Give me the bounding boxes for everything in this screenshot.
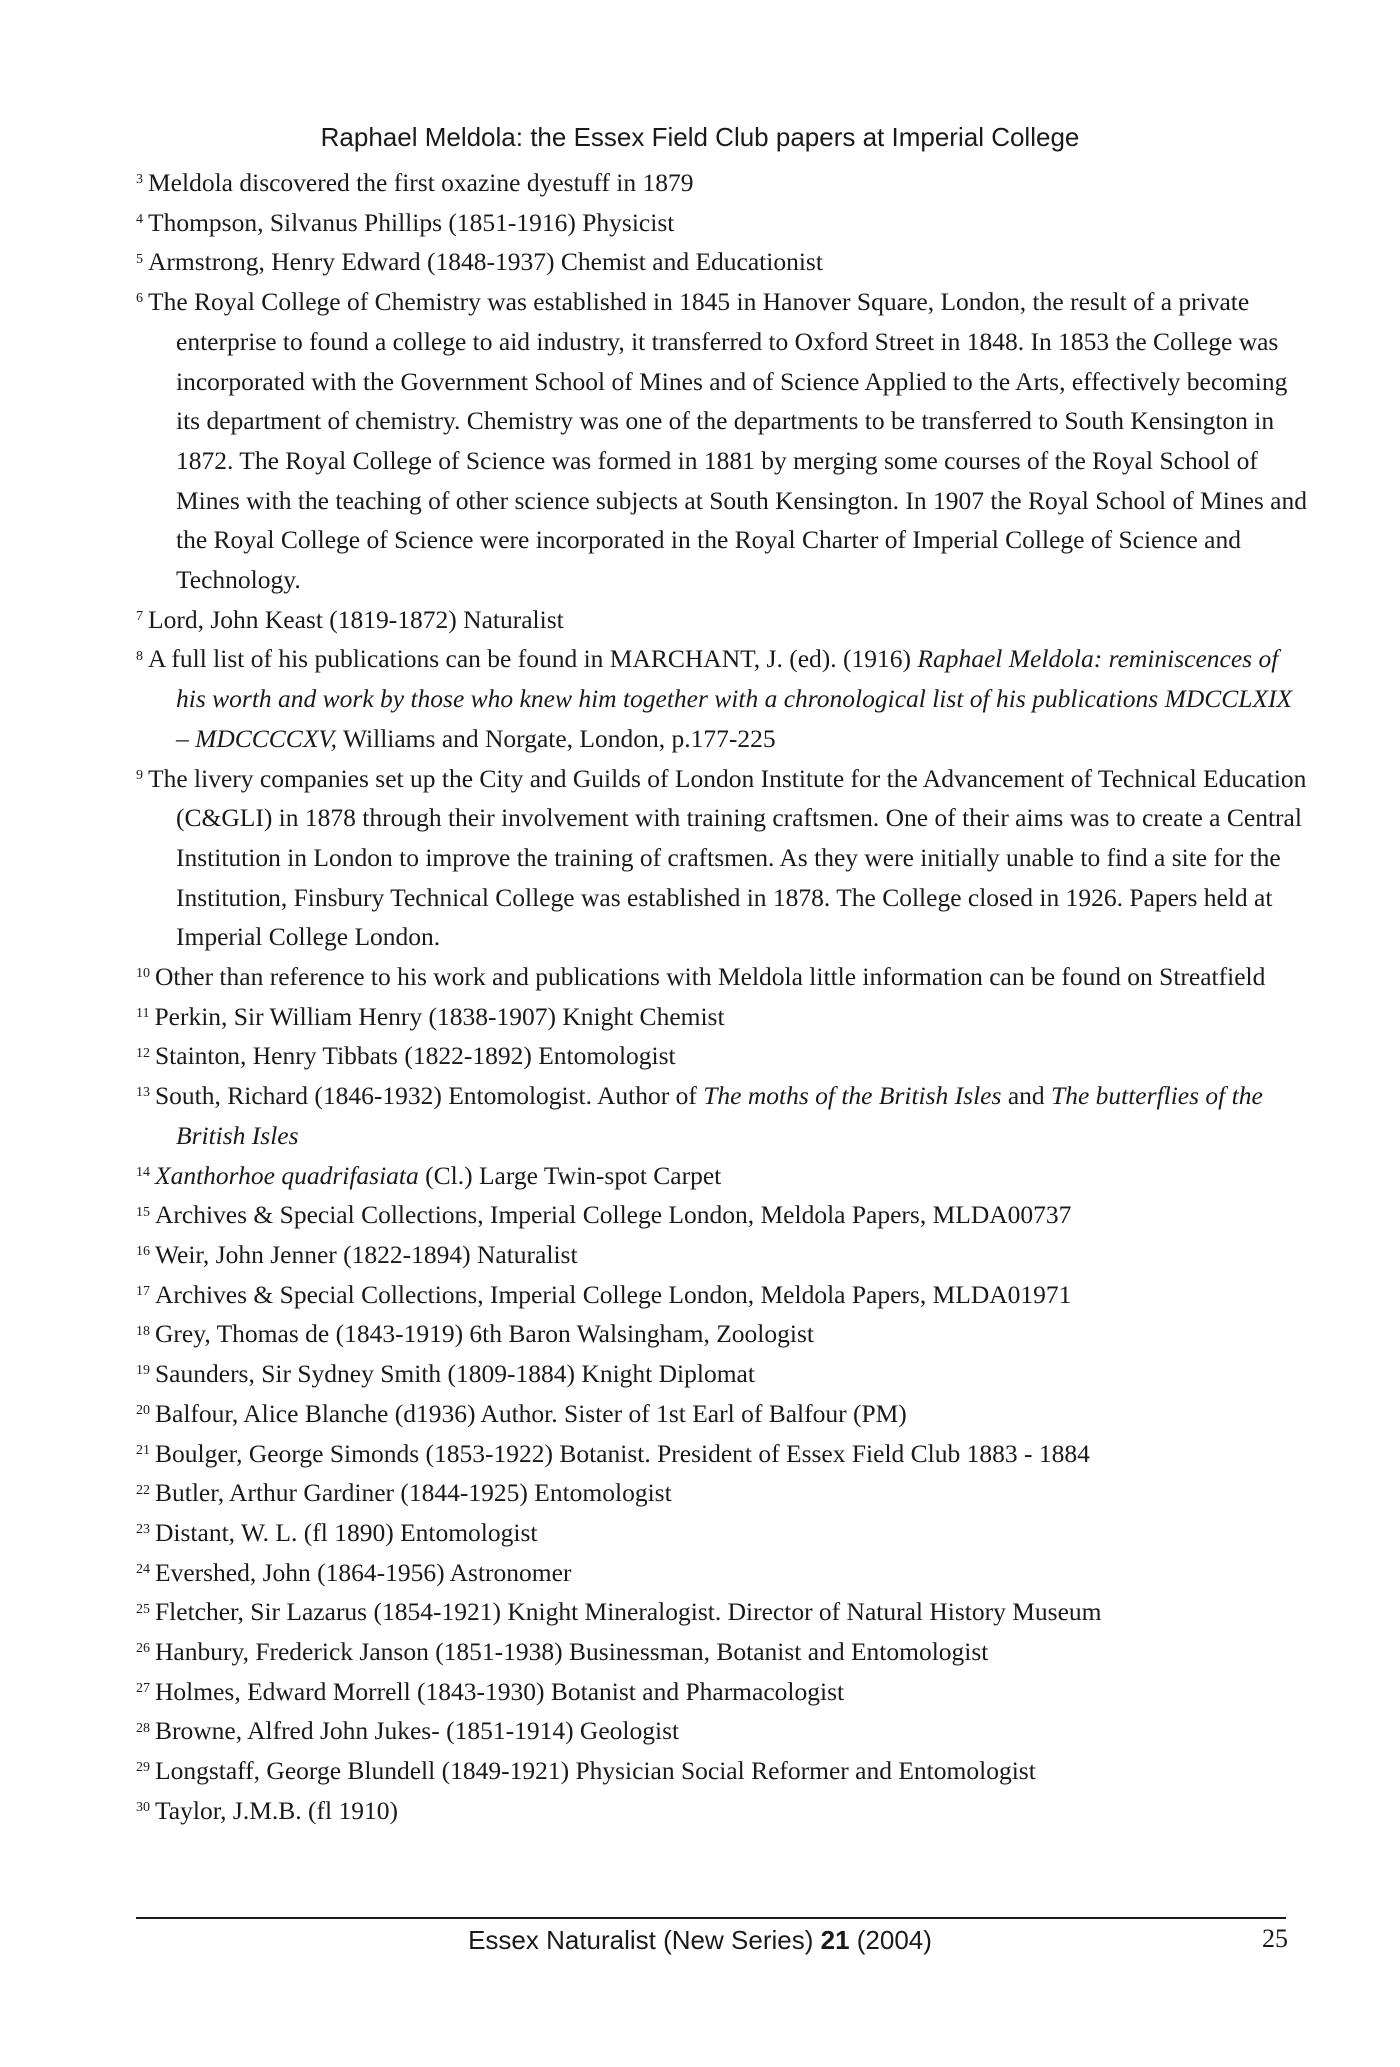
- footnote-number: 17: [136, 1284, 150, 1299]
- footnote-text: (Cl.) Large Twin-spot Carpet: [418, 1160, 722, 1190]
- footnote-text: Weir, John Jenner (1822-1894) Naturalist: [155, 1239, 578, 1269]
- footnote-number: 3: [136, 172, 143, 188]
- footnote-number: 23: [136, 1522, 150, 1538]
- footnote-number: 10: [136, 966, 150, 982]
- volume-number: 21: [820, 1925, 850, 1955]
- footnote-text: South, Richard (1846-1932) Entomologist. Author of: [155, 1081, 704, 1111]
- footnote: [136, 1434, 1308, 1474]
- footnotes-list: [136, 163, 1308, 1831]
- footnote-number: 18: [136, 1323, 150, 1339]
- footnote-number: 28: [136, 1720, 150, 1736]
- footnote-number: 22: [136, 1482, 150, 1498]
- footnote: [136, 242, 1308, 282]
- footnote-text: Taylor, J.M.B. (fl 1910): [155, 1795, 398, 1825]
- footnote: [136, 203, 1308, 243]
- footnote: [136, 1076, 1308, 1155]
- footnote-text: Butler, Arthur Gardiner (1844-1925) Entomologist: [155, 1478, 672, 1508]
- footnote-number: 24: [136, 1561, 150, 1577]
- footnote-number: 7: [136, 609, 143, 625]
- footnote-number: 6: [136, 291, 143, 307]
- footnote: [136, 957, 1308, 997]
- footnote-text: Saunders, Sir Sydney Smith (1809-1884) Knight Diplomat: [155, 1359, 755, 1389]
- running-header: Raphael Meldola: the Essex Field Club papers at Imperial College: [320, 122, 1080, 152]
- footnote-number: 8: [136, 648, 143, 664]
- footnote-text: The Royal College of Chemistry was established in 1845 in Hanover Square, London, the result of a private enterprise to found a college to aid industry, it transferred to Oxford Street in 1848. In 1853 the College was incorporated with the Government School of Mines and of Science Applied to the Arts, effectively becoming its department of chemistry. Chemistry was one of the departments to be transferred to South Kensington in 1872. The Royal College of Science was formed in 1881 by merging some courses of the Royal School of Mines with the teaching of other science subjects at South Kensington. In 1907 the Royal School of Mines and the Royal College of Science were incorporated in the Royal Charter of Imperial College of Science and Technology.: [148, 287, 1308, 595]
- footnote-text: Boulger, George Simonds (1853-1922) Botanist. President of Essex Field Club 1883 - 1884: [155, 1438, 1090, 1468]
- footnote-text: Perkin, Sir William Henry (1838-1907) Knight Chemist: [154, 1001, 725, 1031]
- footnote-text: Williams and Norgate, London, p.177-225: [337, 723, 776, 753]
- footnote-number: 29: [136, 1760, 150, 1776]
- footnote: [136, 1036, 1308, 1076]
- footnote: [136, 1791, 1308, 1831]
- footnote-text: Fletcher, Sir Lazarus (1854-1921) Knight Mineralogist. Director of Natural History Museum: [155, 1597, 1102, 1627]
- footnote: [136, 1195, 1308, 1235]
- footnote-text: Balfour, Alice Blanche (d1936) Author. Sister of 1st Earl of Balfour (PM): [155, 1398, 907, 1428]
- footnote-number: 15: [136, 1204, 150, 1220]
- footer-rule: [136, 1917, 1286, 1919]
- footnote: [136, 1394, 1308, 1434]
- footnote-number: 26: [136, 1641, 150, 1657]
- footnote-number: 9: [136, 767, 143, 783]
- footnote: [136, 1592, 1308, 1632]
- footnote-number: 20: [136, 1403, 150, 1419]
- footnote: [136, 1632, 1308, 1672]
- footnote: [136, 1553, 1308, 1593]
- footnote-text: Hanbury, Frederick Janson (1851-1938) Businessman, Botanist and Entomologist: [155, 1637, 989, 1667]
- footnote-number: 13: [136, 1085, 150, 1101]
- journal-footer: [0, 1925, 1400, 1956]
- footnote-text: Thompson, Silvanus Phillips (1851-1916) Physicist: [148, 207, 675, 237]
- footnote-number: 5: [136, 251, 143, 267]
- footnote: [136, 1473, 1308, 1513]
- publication-title: The butterflies of the British Isles: [176, 1081, 1263, 1150]
- footnote: [136, 600, 1308, 640]
- footnote: [136, 639, 1308, 758]
- footnote-text: Distant, W. L. (fl 1890) Entomologist: [155, 1517, 538, 1547]
- footnote-text: Stainton, Henry Tibbats (1822-1892) Entomologist: [155, 1041, 676, 1071]
- footnote-text: The livery companies set up the City and Guilds of London Institute for the Advancement of Technical Education (C&GLI) in 1878 through their involvement with training craftsmen. One of their aims was to create a Central Institution in London to improve the training of craftsmen. As they were initially unable to find a site for the Institution, Finsbury Technical College was established in 1878. The College closed in 1926. Papers held at Imperial College London.: [148, 763, 1307, 952]
- footnote-text: Lord, John Keast (1819-1872) Naturalist: [148, 604, 564, 634]
- footnote-text: Grey, Thomas de (1843-1919) 6th Baron Walsingham, Zoologist: [155, 1319, 814, 1349]
- footnote: [136, 1751, 1308, 1791]
- footnote-number: 11: [136, 1006, 150, 1022]
- footnote: [136, 759, 1308, 958]
- footnote-number: 21: [136, 1442, 150, 1458]
- journal-name: Essex Naturalist (New Series): [468, 1925, 821, 1955]
- footnote: [136, 163, 1308, 203]
- footnote-text: and: [1001, 1081, 1052, 1111]
- footnote-number: 27: [136, 1681, 150, 1697]
- footnote: [136, 1354, 1308, 1394]
- footnote-number: 16: [136, 1244, 150, 1260]
- footnote: [136, 1672, 1308, 1712]
- footnote-text: Other than reference to his work and publications with Meldola little information can be found on Streatfield: [155, 962, 1266, 992]
- footnote: [136, 997, 1308, 1037]
- species-name: Xanthorhoe quadrifasiata: [155, 1160, 419, 1190]
- footnote: [136, 1513, 1308, 1553]
- publication-title: Raphael Meldola: reminiscences of his worth and work by those who knew him together with a chronological list of his publications MDCCLXIX – MDCCCCXV,: [176, 644, 1293, 753]
- footnote-text: Meldola discovered the first oxazine dyestuff in 1879: [148, 168, 694, 197]
- footnote: [136, 1275, 1308, 1315]
- footnote-text: Archives & Special Collections, Imperial College London, Meldola Papers, MLDA01971: [155, 1279, 1072, 1309]
- footnote-number: 25: [136, 1601, 150, 1617]
- footnote-number: 12: [136, 1045, 150, 1061]
- footnote: [136, 1235, 1308, 1275]
- footnote-text: Armstrong, Henry Edward (1848-1937) Chemist and Educationist: [148, 247, 823, 277]
- footnote-number: 30: [136, 1800, 150, 1816]
- footnote-text: A full list of his publications can be found in MARCHANT, J. (ed). (1916): [148, 644, 918, 674]
- footnote: [136, 1314, 1308, 1354]
- footnote-text: Evershed, John (1864-1956) Astronomer: [155, 1557, 572, 1587]
- footnote-number: 4: [136, 212, 143, 228]
- footnote: [136, 1156, 1308, 1196]
- footnote-number: 19: [136, 1363, 150, 1379]
- footnote-text: Browne, Alfred John Jukes- (1851-1914) Geologist: [155, 1716, 680, 1746]
- footnote-number: 14: [136, 1164, 150, 1180]
- footnote-text: Archives & Special Collections, Imperial College London, Meldola Papers, MLDA00737: [155, 1200, 1072, 1230]
- footnote: [136, 282, 1308, 600]
- footnote: [136, 1711, 1308, 1751]
- footnote-text: Holmes, Edward Morrell (1843-1930) Botanist and Pharmacologist: [155, 1676, 845, 1706]
- publication-title: The moths of the British Isles: [703, 1081, 1002, 1111]
- page-number: 25: [1262, 1924, 1288, 1953]
- footnote-text: Longstaff, George Blundell (1849-1921) Physician Social Reformer and Entomologist: [155, 1756, 1036, 1786]
- journal-year: (2004): [849, 1925, 932, 1955]
